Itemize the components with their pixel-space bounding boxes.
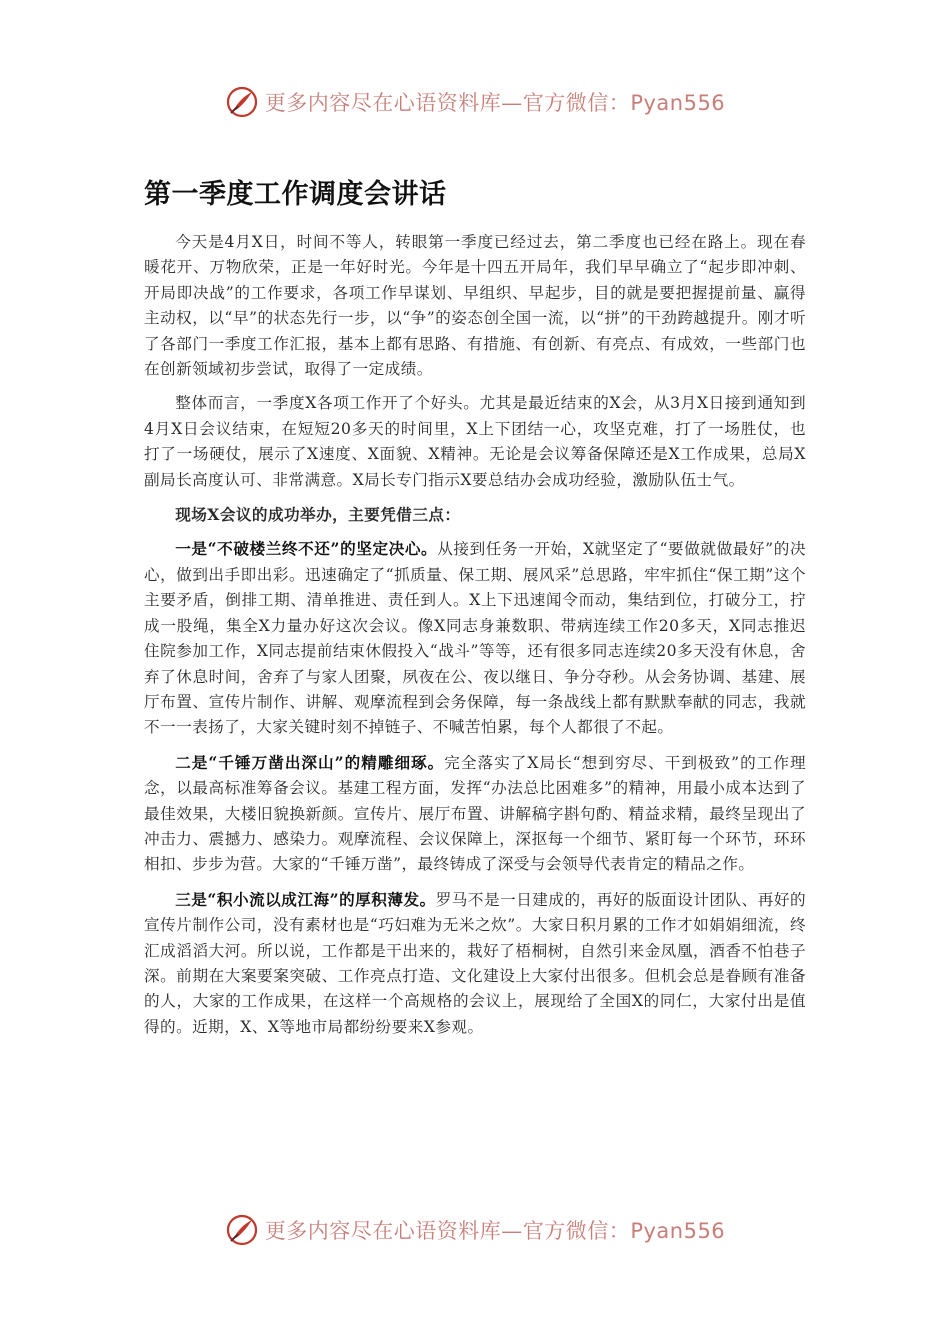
- watermark-text: 更多内容尽在心语资料库—官方微信：Pyan556: [264, 1219, 726, 1243]
- point-paragraph-3: [144, 887, 806, 1040]
- points-lead: 现场X会议的成功举办，主要凭借三点：: [175, 505, 461, 525]
- point-heading-2: 二是“千锤万凿出深山”的精雕细琢。: [175, 752, 445, 772]
- summary-paragraph: 整体而言，一季度X各项工作开了个好头。尤其是最近结束的X会，从3月X日接到通知到4月X日会议结束，在短短20多天的时间里，X上下团结一心，攻坚克难，打了一场胜仗，也打了一场硬仗，展示了X速度、X面貌、X精神。无论是会议筹备保障还是X工作成果，总局X副局长高度认可、非常满意。X局长专门指示X要总结办会成功经验，激励队伍士气。: [144, 394, 806, 489]
- document-title: 第一季度工作调度会讲话: [144, 179, 447, 210]
- intro-paragraph: 今天是4月X日，时间不等人，转眼第一季度已经过去，第二季度也已经在路上。现在春暖花开、万物欣荣，正是一年好时光。今年是十四五开局年，我们早早确立了“起步即冲刺、开局即决战”的工作要求，各项工作早谋划、早组织、早起步，目的就是要把握提前量、赢得主动权，以“早”的状态先行一步，以“争”的姿态创全国一流，以“拼”的干劲跨越提升。刚才听了各部门一季度工作汇报，基本上都有思路、有措施、有创新、有亮点、有成效，一些部门也在创新领域初步尝试，取得了一定成绩。: [144, 233, 806, 379]
- quill-logo-icon: [225, 85, 259, 119]
- header-watermark-banner: [0, 82, 950, 122]
- point-body-3: 罗马不是一日建成的，再好的版面设计团队、再好的宣传片制作公司，没有素材也是“巧妇难为无米之炊”。大家日积月累的工作才如娟娟细流，终汇成滔滔大河。所以说，工作都是干出来的，栽好了梧桐树，自然引来金凤凰，酒香不怕巷子深。前期在大案要案突破、工作亮点打造、文化建设上大家付出很多。但机会总是眷顾有准备的人，大家的工作成果，在这样一个高规格的会议上，展现给了全国X的同仁，大家付出是值得的。近期，X、X等地市局都纷纷要来X参观。: [144, 890, 806, 1036]
- point-heading-3: 三是“积小流以成江海”的厚积薄发。: [175, 889, 436, 909]
- document-body: [144, 230, 806, 1049]
- watermark-text: 更多内容尽在心语资料库—官方微信：Pyan556: [264, 91, 726, 115]
- point-body-2: 完全落实了X局长“想到穷尽、干到极致”的工作理念，以最高标准筹备会议。基建工程方面，发挥“办法总比困难多”的精神，用最小成本达到了最佳效果，大楼旧貌换新颜。宣传片、展厅布置、讲解稿字斟句酌、精益求精，最终呈现出了冲击力、震撼力、感染力。观摩流程、会议保障上，深抠每一个细节、紧盯每一个环节，环环相扣、步步为营。大家的“千锤万凿”，最终铸成了深受与会领导代表肯定的精品之作。: [144, 753, 806, 874]
- point-paragraph-2: [144, 750, 806, 878]
- point-paragraph-1: [144, 536, 806, 740]
- quill-logo-icon: [225, 1213, 259, 1247]
- footer-watermark-banner: [0, 1210, 950, 1250]
- point-body-1: 从接到任务一开始，X就坚定了“要做就做最好”的决心，做到出手即出彩。迅速确定了“抓质量、保工期、展风采”总思路，牢牢抓住“保工期”这个主要矛盾，倒排工期、清单推进、责任到人。X上下迅速闻令而动，集结到位，打破分工，拧成一股绳，集全X力量办好这次会议。像X同志身兼数职、带病连续工作20多天，X同志推迟住院参加工作，X同志提前结束休假投入“战斗”等等，还有很多同志连续20多天没有休息，舍弃了休息时间，舍弃了与家人团聚，夙夜在公、夜以继日、争分夺秒。从会务协调、基建、展厅布置、宣传片制作、讲解、观摩流程到会务保障，每一条战线上都有默默奉献的同志，我就不一一表扬了，大家关键时刻不掉链子、不喊苦怕累，每个人都很了不起。: [144, 540, 806, 737]
- point-heading-1: 一是“不破楼兰终不还”的坚定决心。: [175, 539, 438, 559]
